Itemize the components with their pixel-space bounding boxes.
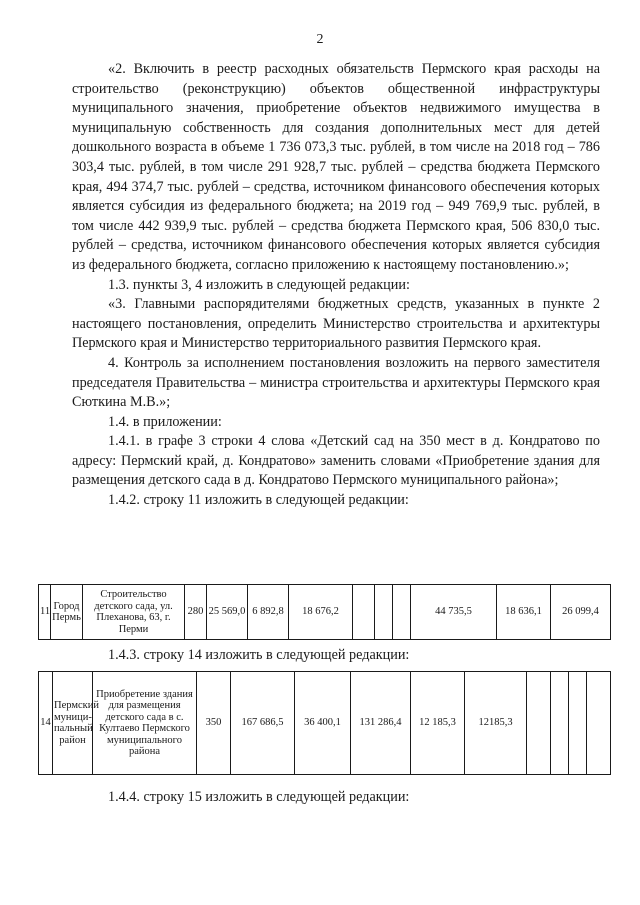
table-cell: 14: [39, 672, 53, 775]
row-14-table: [38, 671, 611, 775]
table-cell: 167 686,5: [231, 672, 295, 775]
table-cell: Пермский муници-пальный район: [53, 672, 93, 775]
table-cell: 18 676,2: [289, 585, 353, 640]
table-cell: Приобретение здания для размещения детского сада в с. Култаево Пермского муниципального района: [93, 672, 197, 775]
table-cell: [527, 672, 551, 775]
table-cell: 26 099,4: [551, 585, 611, 640]
table-cell: 12185,3: [465, 672, 527, 775]
paragraph-item-4: 4. Контроль за исполнением постановления возложить на первого заместителя председателя Правительства – министра строительства и архитектуры Пермского края Сюткина М.В.»;: [72, 354, 600, 411]
paragraph-item-3: «3. Главными распорядителями бюджетных средств, указанных в пункте 2 настоящего постановления, определить Министерство строительства и архитектуры Пермского края и Министерство территориального развития Пермского края.: [72, 296, 600, 352]
table-cell: 44 735,5: [411, 585, 497, 640]
paragraph-1-4-2: 1.4.2. строку 11 изложить в следующей редакции:: [108, 492, 409, 509]
paragraph-1-4-3: 1.4.3. строку 14 изложить в следующей редакции:: [108, 647, 410, 663]
row-11-table: [38, 584, 611, 640]
table-cell: [393, 585, 411, 640]
paragraph-1-4-1: 1.4.1. в графе 3 строки 4 слова «Детский сад на 350 мест в д. Кондратово по адресу: Пермский край, д. Кондратово» заменить словами «Приобретение здания для размещения детского сада в д. Кондратово Пермского муниципального района»;: [72, 433, 600, 489]
table-cell: 280: [185, 585, 207, 640]
page-number: 2: [316, 32, 324, 47]
paragraph-1-4: 1.4. в приложении:: [108, 413, 222, 430]
table-cell: 36 400,1: [295, 672, 351, 775]
paragraph-item-2: «2. Включить в реестр расходных обязательств Пермского края расходы на строительство (реконструкцию) объектов общественной инфраструктуры муниципального значения, приобретение объектов недвижимого имущества в муниципальную собственность для создания дополнительных мест для детей дошкольного возраста в объеме 1 736 073,3 тыс. рублей, в том числе на 2018 год – 786 303,4 тыс. рублей, в том числе 291 928,7 тыс. рублей – средства бюджета Пермского края, 494 374,7 тыс. рублей – средства, источником финансового обеспечения которых является субсидия из федерального бюджета; на 2019 год – 949 769,9 тыс. рублей, в том числе 442 939,9 тыс. рублей – средства бюджета Пермского края, 506 830,0 тыс. рублей – средства, источником финансового обеспечения которых является субсидия из федерального бюджета, согласно приложению к настоящему постановлению.»;: [72, 61, 600, 273]
table-cell: 12 185,3: [411, 672, 465, 775]
table-cell: [587, 672, 611, 775]
table-cell: [353, 585, 375, 640]
table-row: [39, 672, 611, 775]
table-cell: 6 892,8: [248, 585, 289, 640]
paragraph-1-3: 1.3. пункты 3, 4 изложить в следующей редакции:: [108, 276, 410, 293]
document-body: [72, 60, 600, 511]
paragraph-1-4-4: 1.4.4. строку 15 изложить в следующей редакции:: [108, 789, 410, 805]
table-cell: [569, 672, 587, 775]
table-cell: 350: [197, 672, 231, 775]
table-cell: 18 636,1: [497, 585, 551, 640]
table-cell: Строительство детского сада, ул. Плеханова, 63, г. Перми: [83, 585, 185, 640]
table-cell: 131 286,4: [351, 672, 411, 775]
table-cell: [551, 672, 569, 775]
table-cell: 11: [39, 585, 51, 640]
table-cell: [375, 585, 393, 640]
table-row: [39, 585, 611, 640]
table-cell: Город Пермь: [51, 585, 83, 640]
table-cell: 25 569,0: [207, 585, 248, 640]
